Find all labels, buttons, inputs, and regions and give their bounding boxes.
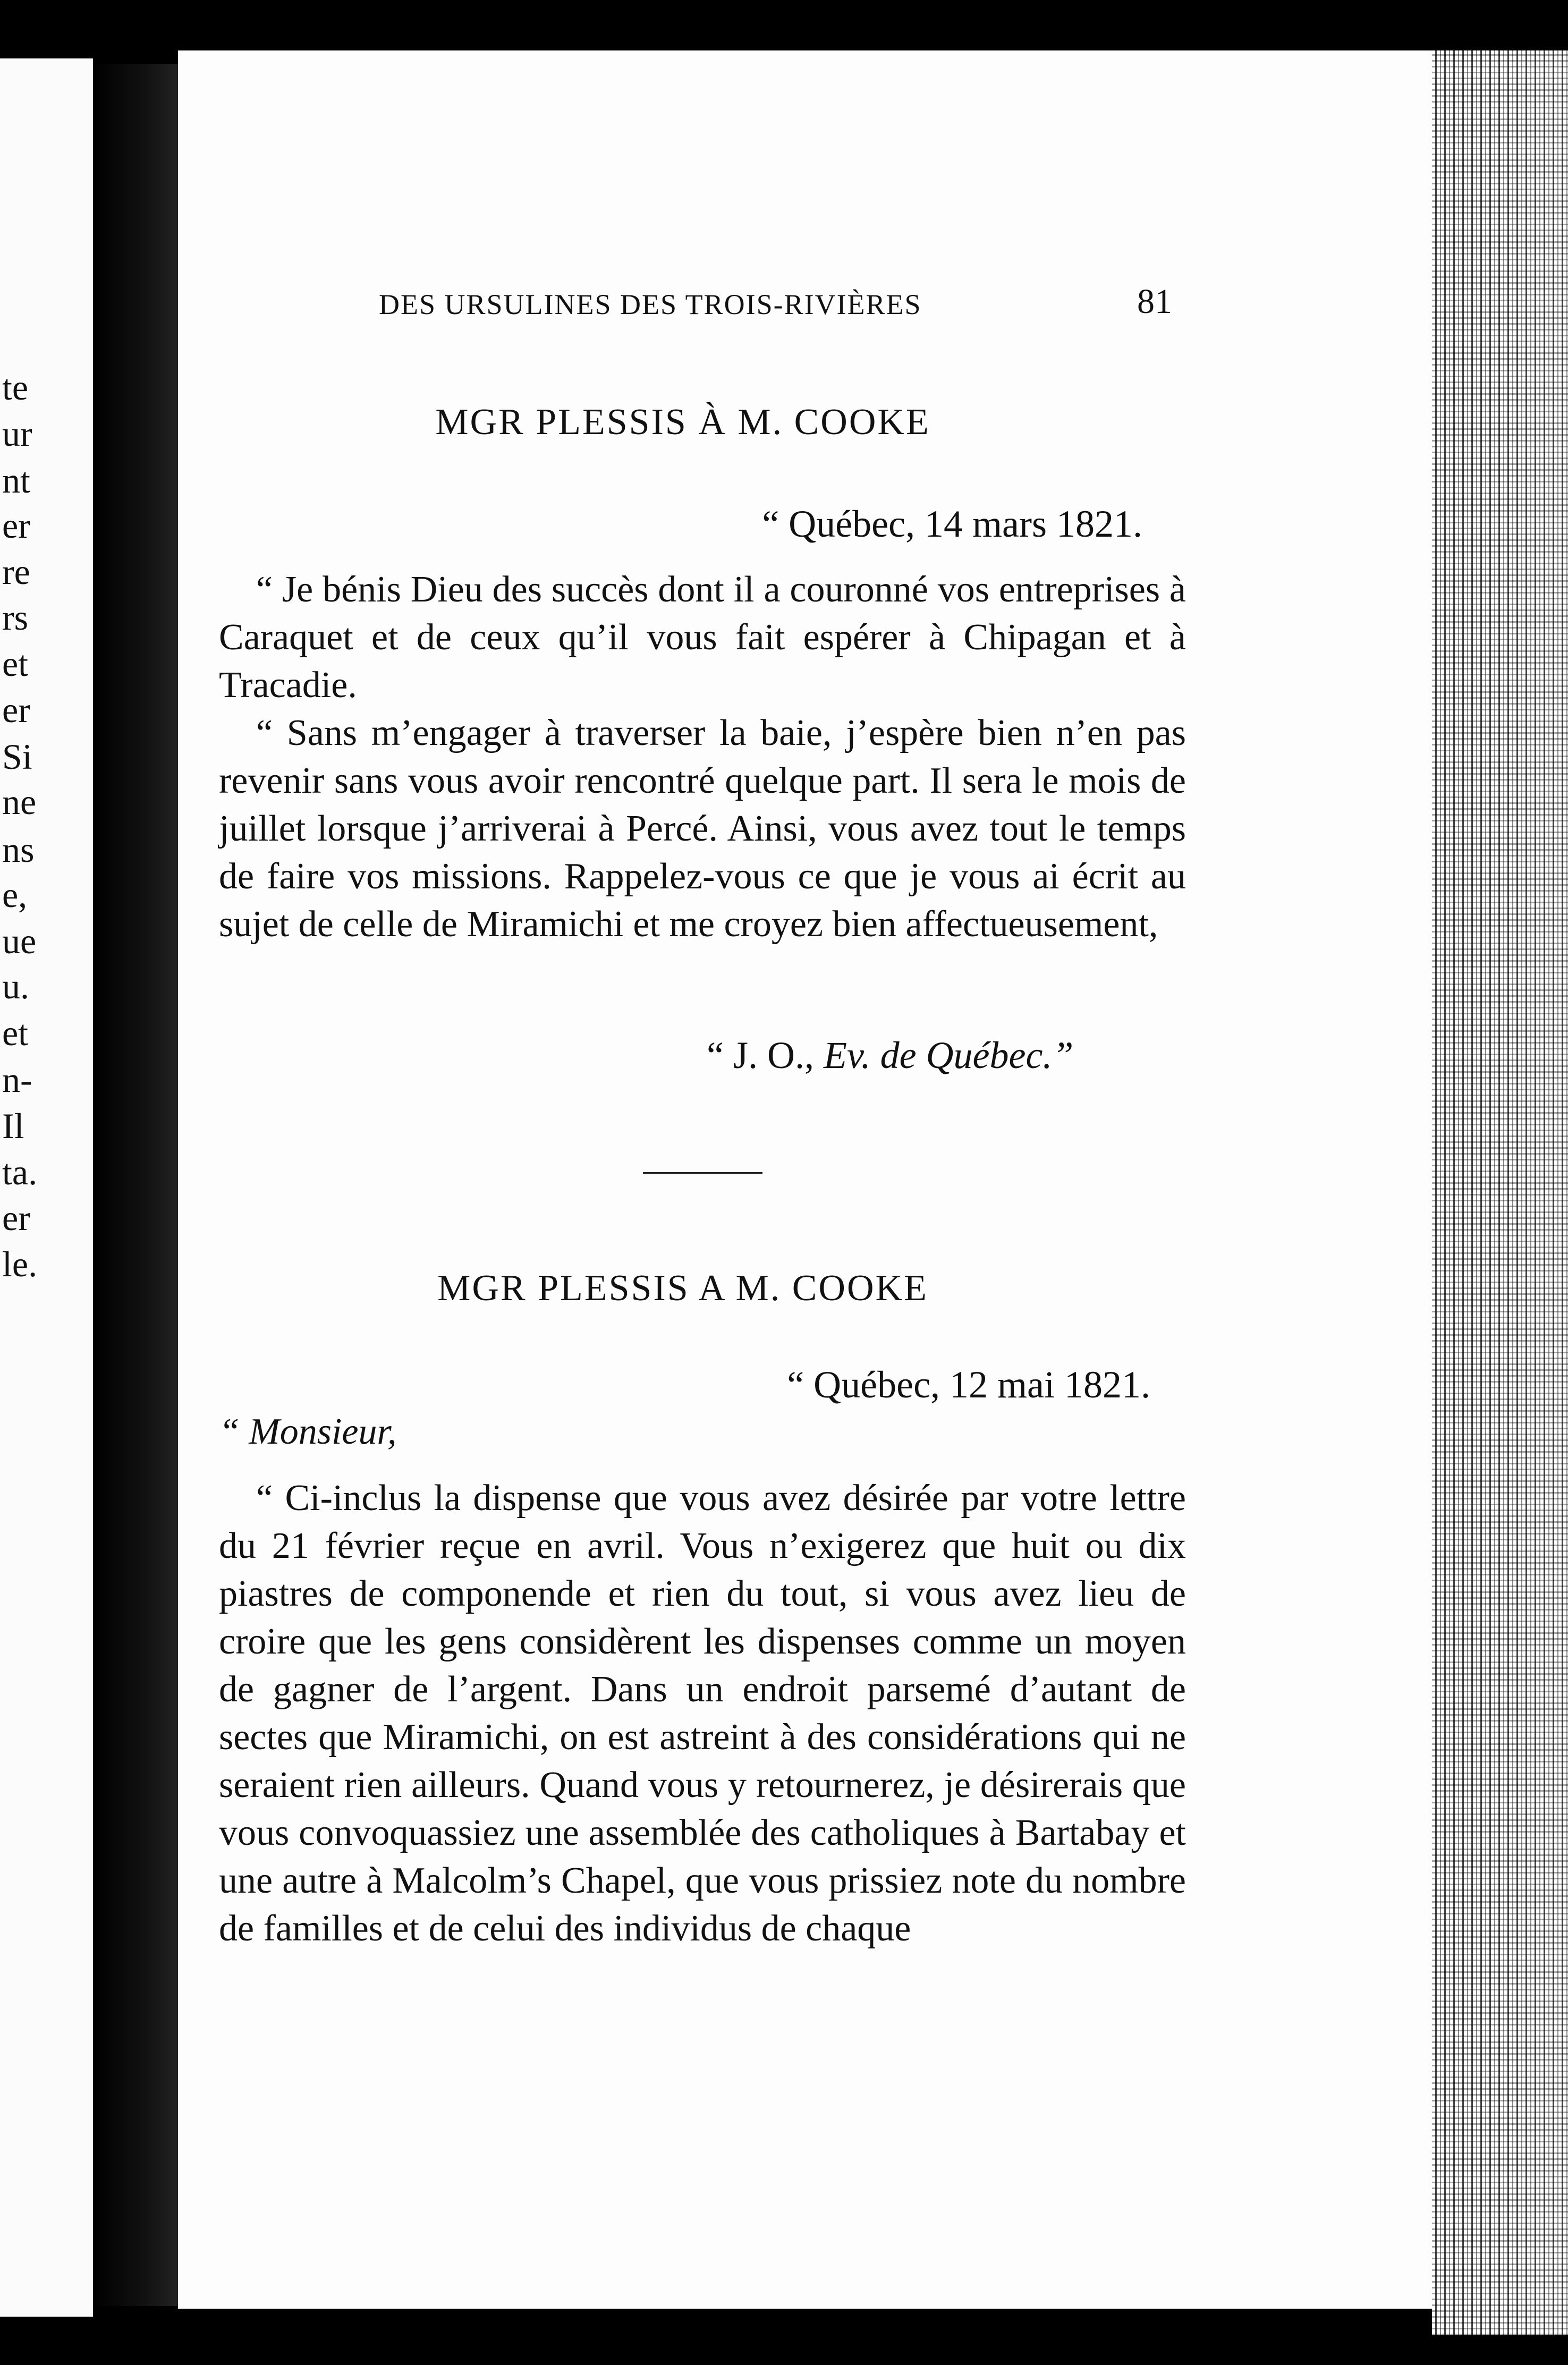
running-head: DES URSULINES DES TROIS-RIVIÈRES	[379, 289, 922, 320]
letter-2-title: MGR PLESSIS A M. COOKE	[437, 1268, 928, 1309]
paragraph: “ Ci-inclus la dispense que vous avez désirée par votre lettre du 21 février reçue en avril. Vous n’exigerez que huit ou dix piastres de componende et rien du tout, si vous avez lieu de croire que les gens considèrent les dispenses comme un moyen de gagner de l’argent. Dans un endroit parsemé d’autant de sectes que Miramichi, on est astreint à des considérations qui ne seraient rien ailleurs. Quand vous y retournerez, je désirerais que vous convoquassiez une assemblée des catholiques à Bartabay et une autre à Malcolm’s Chapel, que vous prissiez note du nombre de familles et de celui des individus de chaque	[219, 1478, 1186, 1949]
previous-page-margin	[0, 58, 93, 2317]
fragment: et	[2, 643, 29, 684]
fragment: ne	[2, 782, 37, 822]
fragment: nt	[2, 460, 30, 501]
fragment: n-	[2, 1059, 32, 1100]
fragment: er	[2, 690, 30, 730]
fragment: ue	[2, 921, 37, 961]
fragment: le.	[2, 1244, 38, 1284]
letter-1-signature	[707, 1033, 1073, 1078]
fragment: et	[2, 1013, 29, 1053]
book-page	[178, 50, 1432, 2309]
fragment: er	[2, 1198, 30, 1238]
letter-2-body	[219, 1474, 1186, 1953]
section-divider	[643, 1172, 762, 1174]
fragment: ta.	[2, 1152, 38, 1192]
binding-shadow	[93, 64, 178, 2306]
page-edge-texture	[1432, 50, 1568, 2335]
letter-1-title: MGR PLESSIS À M. COOKE	[435, 402, 930, 443]
signature-initials: “ J. O.,	[707, 1034, 814, 1076]
fragment: Il	[2, 1106, 24, 1146]
fragment: e,	[2, 875, 28, 915]
paragraph: “ Je bénis Dieu des succès dont il a couronné vos entreprises à Caraquet et de ceux qu’il vous fait espérer à Chipagan et à Tracadie.	[219, 569, 1186, 706]
fragment: er	[2, 505, 30, 546]
letter-1-dateline: “ Québec, 14 mars 1821.	[762, 503, 1142, 545]
fragment: te	[2, 367, 29, 408]
fragment: rs	[2, 597, 29, 638]
fragment: ur	[2, 413, 32, 454]
signature-title: Ev. de Québec.”	[823, 1034, 1074, 1076]
fragment: u.	[2, 966, 29, 1006]
fragment: re	[2, 552, 30, 592]
fragment: Si	[2, 736, 32, 777]
letter-2-salutation: “ Monsieur,	[219, 1411, 397, 1452]
fragment: ns	[2, 829, 35, 870]
letter-2-dateline: “ Québec, 12 mai 1821.	[787, 1363, 1150, 1406]
paragraph: “ Sans m’engager à traverser la baie, j’espère bien n’en pas revenir sans vous avoir rencontré quelque part. Il sera le mois de juillet lorsque j’arriverai à Percé. Ainsi, vous avez tout le temps de faire vos missions. Rappelez-vous ce que je vous ai écrit au sujet de celle de Miramichi et me croyez bien affectueusement,	[219, 713, 1186, 945]
page-number: 81	[1137, 282, 1172, 321]
letter-1-body	[219, 566, 1186, 948]
